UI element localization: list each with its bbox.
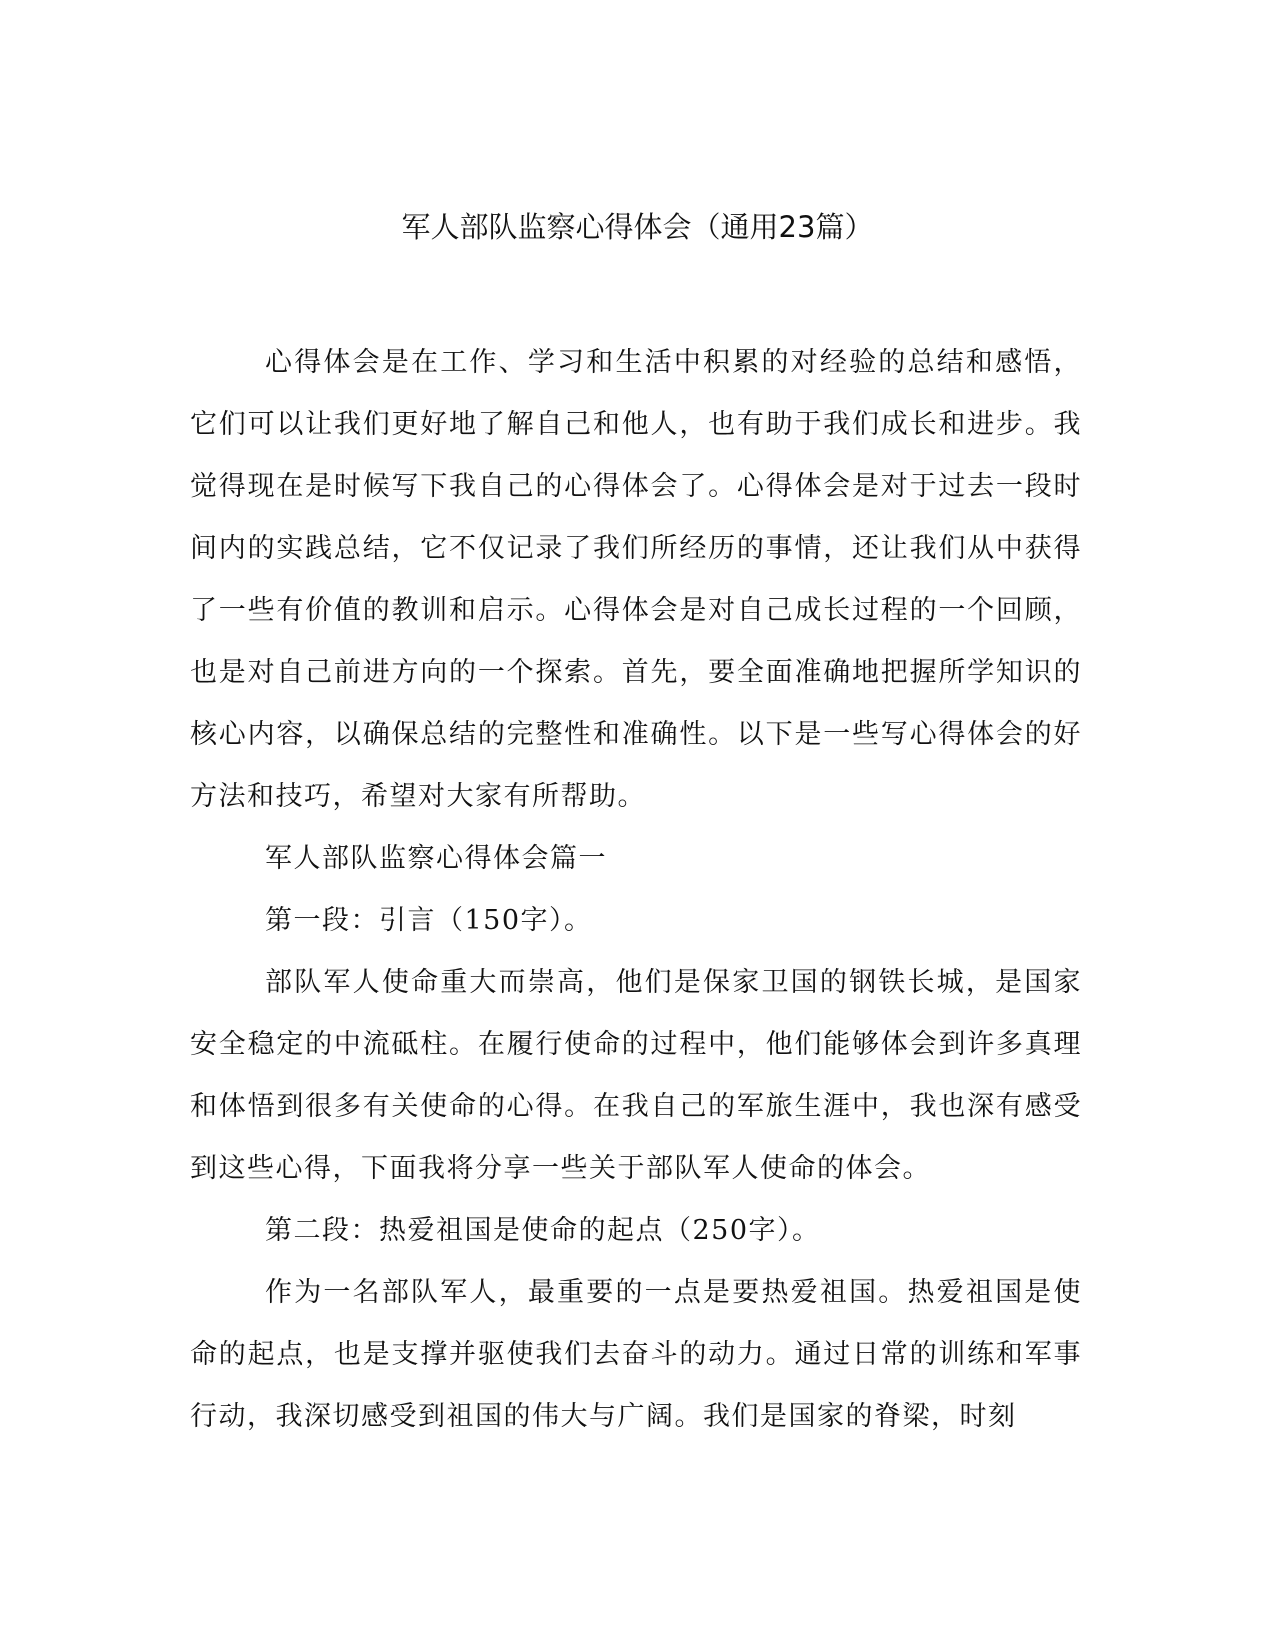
body-paragraph-2: 作为一名部队军人，最重要的一点是要热爱祖国。热爱祖国是使命的起点，也是支撑并驱使我们去奋斗的动力。通过日常的训练和军事行动，我深切感受到祖国的伟大与广阔。我们是国家的脊梁，时刻 <box>190 1277 1082 1432</box>
intro-paragraph: 心得体会是在工作、学习和生活中积累的对经验的总结和感悟，它们可以让我们更好地了解自己和他人，也有助于我们成长和进步。我觉得现在是时候写下我自己的心得体会了。心得体会是对于过去一段时间内的实践总结，它不仅记录了我们所经历的事情，还让我们从中获得了一些有价值的教训和启示。心得体会是对自己成长过程的一个回顾，也是对自己前进方向的一个探索。首先，要全面准确地把握所学知识的核心内容，以确保总结的完整性和准确性。以下是一些写心得体会的好方法和技巧，希望对大家有所帮助。 <box>190 347 1082 812</box>
document-title: 军人部队监察心得体会（通用23篇） <box>401 210 874 244</box>
subsection-heading-1: 第一段：引言（150字）。 <box>265 905 593 936</box>
subsection-heading-2: 第二段：热爱祖国是使命的起点（250字）。 <box>265 1215 821 1246</box>
body-paragraph-1: 部队军人使命重大而崇高，他们是保家卫国的钢铁长城，是国家安全稳定的中流砥柱。在履行使命的过程中，他们能够体会到许多真理和体悟到很多有关使命的心得。在我自己的军旅生涯中，我也深有感受到这些心得，下面我将分享一些关于部队军人使命的体会。 <box>190 967 1082 1184</box>
document-body <box>190 332 1082 1448</box>
section-heading: 军人部队监察心得体会篇一 <box>265 843 607 874</box>
